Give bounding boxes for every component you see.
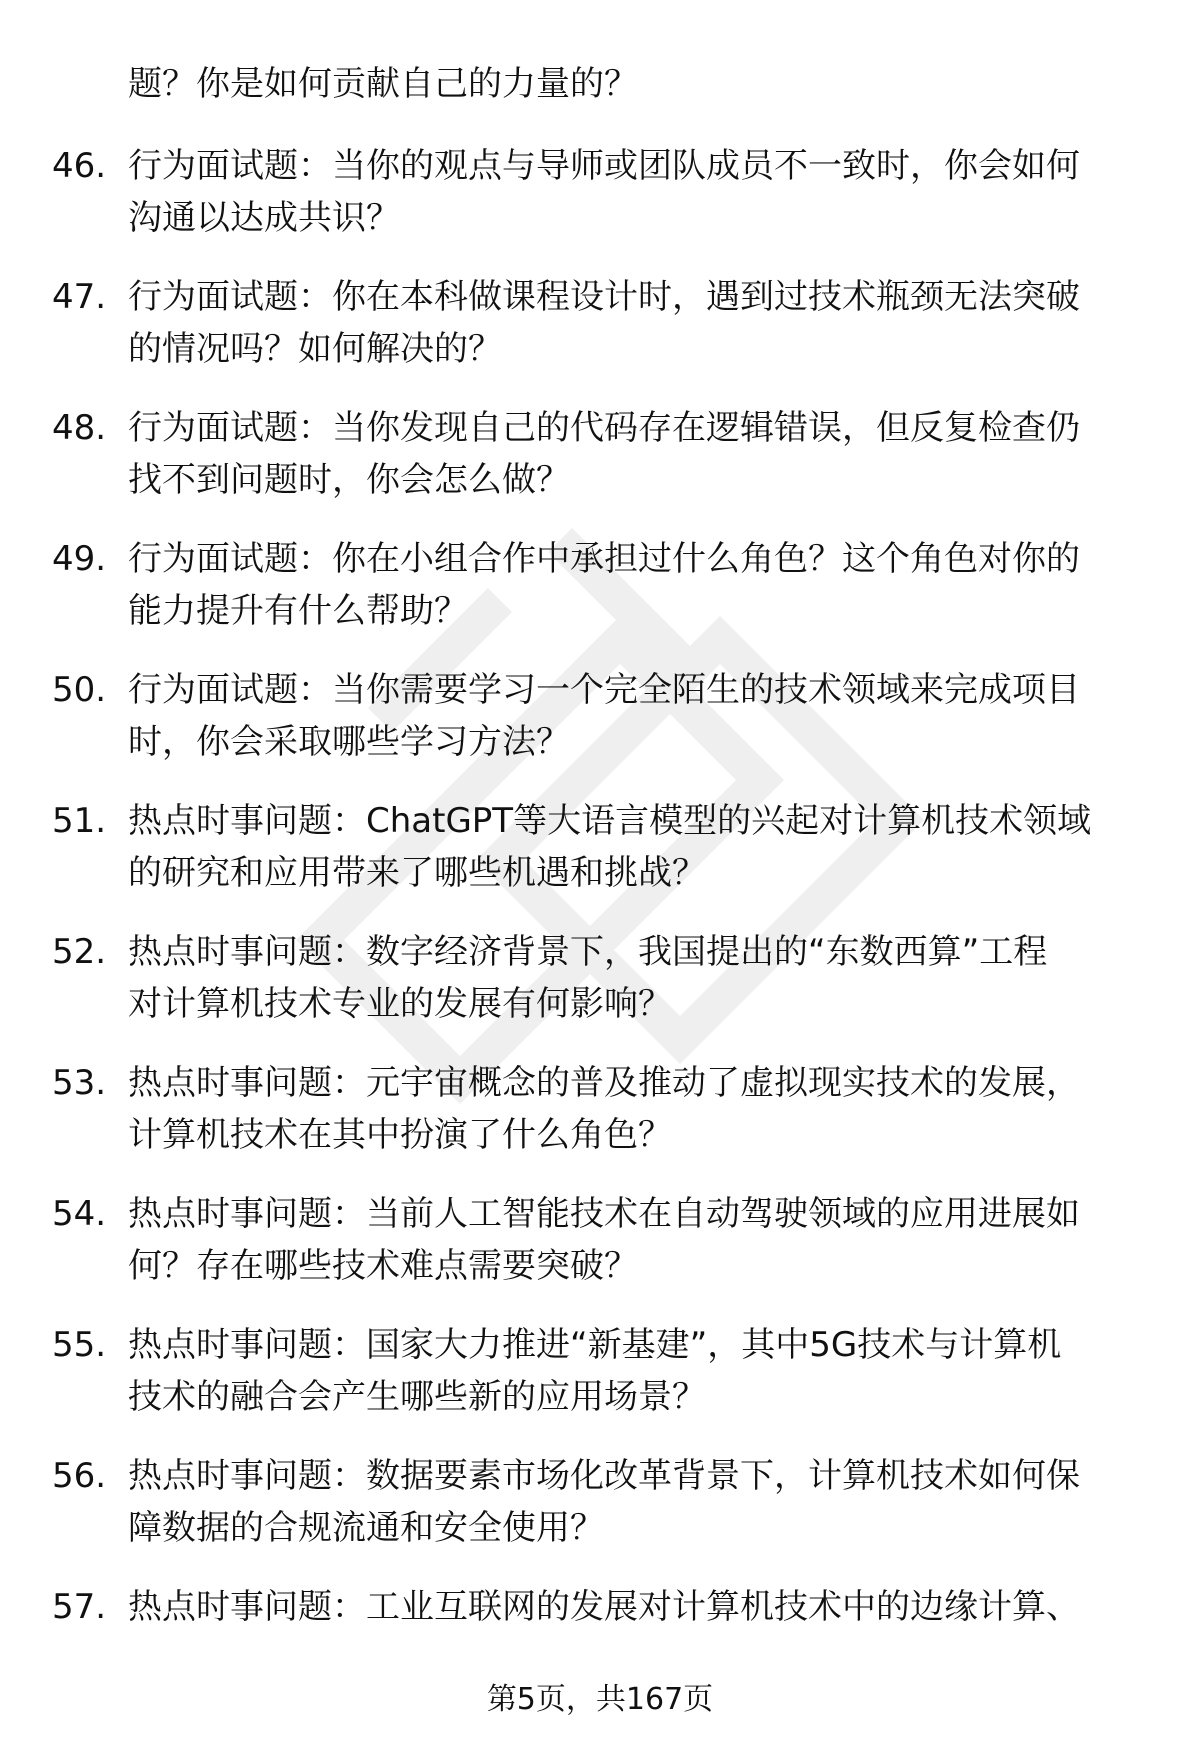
item-line: 对计算机技术专业的发展有何影响？ (128, 984, 672, 1024)
item-line: 热点时事问题：数据要素市场化改革背景下，计算机技术如何保 (128, 1456, 1080, 1496)
item-number: 51. (52, 801, 107, 841)
item-line: 时，你会采取哪些学习方法？ (128, 722, 570, 762)
item-number: 57. (52, 1587, 107, 1627)
item-number: 54. (52, 1194, 107, 1234)
item-text (128, 1319, 1148, 1423)
item-number: 56. (52, 1456, 107, 1496)
list-item (0, 1188, 1200, 1319)
item-line: 计算机技术在其中扮演了什么角色？ (128, 1115, 672, 1155)
list-item (0, 1450, 1200, 1581)
item-text (128, 271, 1148, 375)
item-text (128, 1188, 1148, 1292)
item-number: 46. (52, 146, 107, 186)
item-text (128, 795, 1148, 899)
item-line: 行为面试题：你在本科做课程设计时，遇到过技术瓶颈无法突破 (128, 277, 1080, 317)
item-line: 热点时事问题：当前人工智能技术在自动驾驶领域的应用进展如 (128, 1194, 1080, 1234)
item-number: 48. (52, 408, 107, 448)
item-line: 沟通以达成共识？ (128, 198, 400, 238)
item-text (128, 1450, 1148, 1554)
item-line: 热点时事问题：ChatGPT等大语言模型的兴起对计算机技术领域 (128, 801, 1092, 841)
item-number: 49. (52, 539, 107, 579)
item-text (128, 1581, 1148, 1633)
continued-question-text: 题？你是如何贡献自己的力量的？ (128, 64, 638, 104)
item-line: 热点时事问题：数字经济背景下，我国提出的“东数西算”工程 (128, 932, 1048, 972)
item-line: 找不到问题时，你会怎么做？ (128, 460, 570, 500)
question-list (0, 140, 1200, 1712)
item-number: 52. (52, 932, 107, 972)
list-item (0, 402, 1200, 533)
item-number: 47. (52, 277, 107, 317)
list-item (0, 1319, 1200, 1450)
item-text (128, 1057, 1148, 1161)
item-line: 行为面试题：当你发现自己的代码存在逻辑错误，但反复检查仍 (128, 408, 1080, 448)
item-line: 的情况吗？如何解决的？ (128, 329, 502, 369)
list-item (0, 664, 1200, 795)
item-number: 53. (52, 1063, 107, 1103)
list-item (0, 795, 1200, 926)
item-number: 50. (52, 670, 107, 710)
item-line: 行为面试题：你在小组合作中承担过什么角色？这个角色对你的 (128, 539, 1080, 579)
item-line: 行为面试题：当你的观点与导师或团队成员不一致时，你会如何 (128, 146, 1080, 186)
item-text (128, 402, 1148, 506)
item-text (128, 664, 1148, 768)
item-line: 何？存在哪些技术难点需要突破？ (128, 1246, 638, 1286)
item-text (128, 533, 1148, 637)
item-line: 的研究和应用带来了哪些机遇和挑战？ (128, 853, 706, 893)
list-item (0, 926, 1200, 1057)
item-line: 热点时事问题：工业互联网的发展对计算机技术中的边缘计算、 (128, 1587, 1080, 1627)
item-text (128, 140, 1148, 244)
item-line: 热点时事问题：国家大力推进“新基建”，其中5G技术与计算机 (128, 1325, 1062, 1365)
list-item (0, 271, 1200, 402)
item-line: 行为面试题：当你需要学习一个完全陌生的技术领域来完成项目 (128, 670, 1080, 710)
list-item (0, 140, 1200, 271)
page-footer: 第5页，共167页 (486, 1682, 714, 1717)
list-item (0, 1057, 1200, 1188)
item-line: 技术的融合会产生哪些新的应用场景？ (128, 1377, 706, 1417)
item-line: 障数据的合规流通和安全使用？ (128, 1508, 604, 1548)
item-number: 55. (52, 1325, 107, 1365)
item-text (128, 926, 1148, 1030)
item-line: 热点时事问题：元宇宙概念的普及推动了虚拟现实技术的发展， (128, 1063, 1080, 1103)
list-item (0, 533, 1200, 664)
item-line: 能力提升有什么帮助？ (128, 591, 468, 631)
